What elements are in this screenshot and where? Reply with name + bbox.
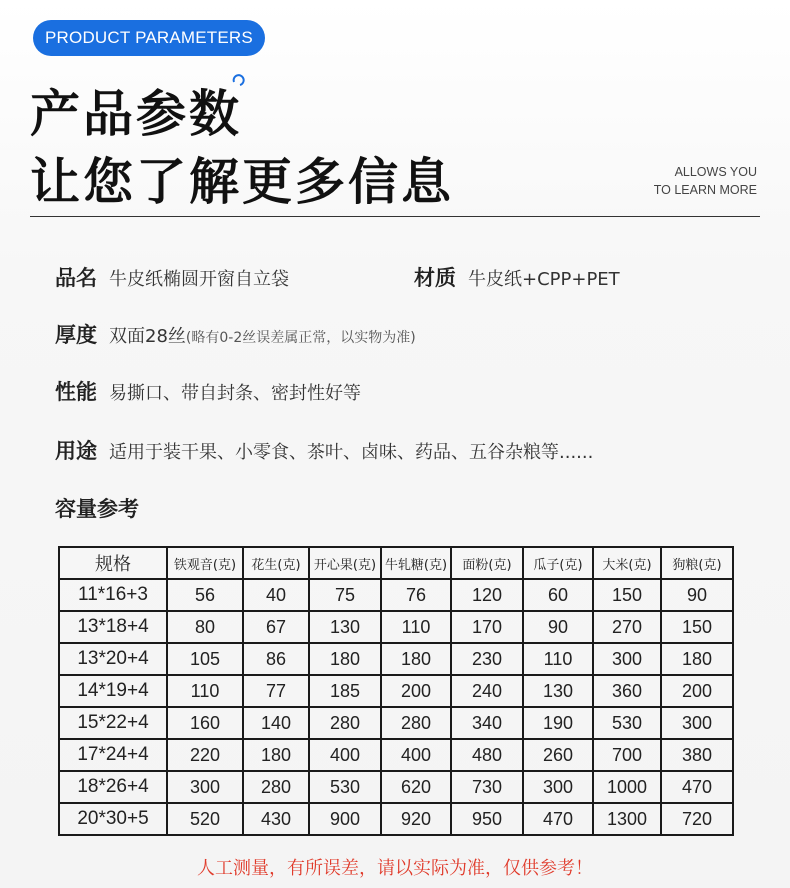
table-cell: 220 [167,739,243,771]
table-cell: 110 [523,643,593,675]
table-header: 花生(克) [243,547,309,579]
table-cell: 120 [451,579,523,611]
table-row [59,643,733,675]
table-cell: 400 [309,739,381,771]
table-cell: 380 [661,739,733,771]
table-cell: 40 [243,579,309,611]
table-header: 瓜子(克) [523,547,593,579]
table-cell: 180 [661,643,733,675]
table-header: 铁观音(克) [167,547,243,579]
table-cell: 105 [167,643,243,675]
table-row [59,803,733,835]
table-cell: 86 [243,643,309,675]
table-cell: 240 [451,675,523,707]
spec-name-label: 品名 [55,266,97,290]
table-cell: 470 [661,771,733,803]
table-cell: 180 [309,643,381,675]
table-cell: 280 [243,771,309,803]
disclaimer-footer: 人工测量，有所误差，请以实际为准，仅供参考！ [197,858,593,879]
table-cell: 620 [381,771,451,803]
table-header-row [59,547,733,579]
product-parameters-badge: PRODUCT PARAMETERS [33,20,265,56]
table-cell-spec: 20*30+5 [59,803,167,835]
table-cell-spec: 17*24+4 [59,739,167,771]
table-cell: 76 [381,579,451,611]
table-cell: 300 [593,643,661,675]
table-cell: 170 [451,611,523,643]
table-cell: 900 [309,803,381,835]
table-row [59,675,733,707]
table-cell: 56 [167,579,243,611]
side-caption [654,163,757,199]
spec-thickness-label: 厚度 [55,323,97,347]
table-cell: 950 [451,803,523,835]
table-cell: 110 [167,675,243,707]
table-cell: 90 [523,611,593,643]
table-cell: 60 [523,579,593,611]
spec-performance-value: 易撕口、带自封条、密封性好等 [109,383,361,404]
table-header: 牛轧糖(克) [381,547,451,579]
table-cell: 360 [593,675,661,707]
table-cell: 150 [593,579,661,611]
table-cell: 530 [309,771,381,803]
capacity-label: 容量参考 [55,497,139,521]
table-cell: 130 [309,611,381,643]
spec-name [55,262,289,292]
page-title: 产品参数 [30,85,242,143]
side-caption-line-1: ALLOWS YOU [674,165,757,179]
spec-thickness-value: 双面28丝 [109,326,186,347]
table-cell: 130 [523,675,593,707]
table-cell: 75 [309,579,381,611]
table-body [59,579,733,835]
page-subtitle: 让您了解更多信息 [30,153,454,211]
table-cell: 200 [381,675,451,707]
table-cell: 700 [593,739,661,771]
table-cell: 280 [381,707,451,739]
table-cell: 280 [309,707,381,739]
table-cell: 430 [243,803,309,835]
side-caption-line-2: TO LEARN MORE [653,183,757,197]
table-cell: 67 [243,611,309,643]
table-cell: 720 [661,803,733,835]
table-row [59,611,733,643]
table-cell: 185 [309,675,381,707]
table-cell: 77 [243,675,309,707]
table-cell: 1300 [593,803,661,835]
spec-performance [55,376,361,406]
table-cell: 140 [243,707,309,739]
table-cell-spec: 15*22+4 [59,707,167,739]
table-cell: 530 [593,707,661,739]
table-header: 大米(克) [593,547,661,579]
table-cell: 270 [593,611,661,643]
table-row [59,771,733,803]
spec-material [414,262,620,292]
table-cell: 260 [523,739,593,771]
table-cell: 180 [381,643,451,675]
spec-usage-label: 用途 [55,439,97,463]
table-cell: 300 [167,771,243,803]
table-cell: 110 [381,611,451,643]
table-cell: 200 [661,675,733,707]
divider [30,216,760,217]
spec-performance-label: 性能 [55,380,97,404]
capacity-table [58,546,734,836]
table-cell: 180 [243,739,309,771]
table-cell: 1000 [593,771,661,803]
table-header: 规格 [59,547,167,579]
table-cell-spec: 14*19+4 [59,675,167,707]
table-cell: 160 [167,707,243,739]
table-cell: 470 [523,803,593,835]
table-row [59,707,733,739]
spec-name-value: 牛皮纸椭圆开窗自立袋 [109,269,289,290]
table-cell: 340 [451,707,523,739]
table-cell: 150 [661,611,733,643]
spec-material-value: 牛皮纸+CPP+PET [468,269,620,290]
table-header: 开心果(克) [309,547,381,579]
table-cell: 190 [523,707,593,739]
spec-thickness-note: (略有0-2丝误差属正常，以实物为准) [185,330,416,346]
table-row [59,579,733,611]
decorative-ring-icon [231,73,245,87]
spec-material-label: 材质 [414,266,456,290]
capacity-heading [55,493,139,523]
table-cell: 730 [451,771,523,803]
table-cell: 920 [381,803,451,835]
table-cell-spec: 11*16+3 [59,579,167,611]
table-header: 面粉(克) [451,547,523,579]
table-header: 狗粮(克) [661,547,733,579]
table-cell: 230 [451,643,523,675]
spec-thickness [55,319,416,349]
table-cell: 400 [381,739,451,771]
table-cell: 480 [451,739,523,771]
table-cell-spec: 18*26+4 [59,771,167,803]
table-cell: 300 [523,771,593,803]
table-row [59,739,733,771]
table-cell-spec: 13*20+4 [59,643,167,675]
spec-usage [55,435,593,465]
table-cell: 520 [167,803,243,835]
table-cell-spec: 13*18+4 [59,611,167,643]
table-cell: 300 [661,707,733,739]
table-cell: 80 [167,611,243,643]
spec-usage-value: 适用于装干果、小零食、茶叶、卤味、药品、五谷杂粮等...... [109,442,594,463]
table-cell: 90 [661,579,733,611]
